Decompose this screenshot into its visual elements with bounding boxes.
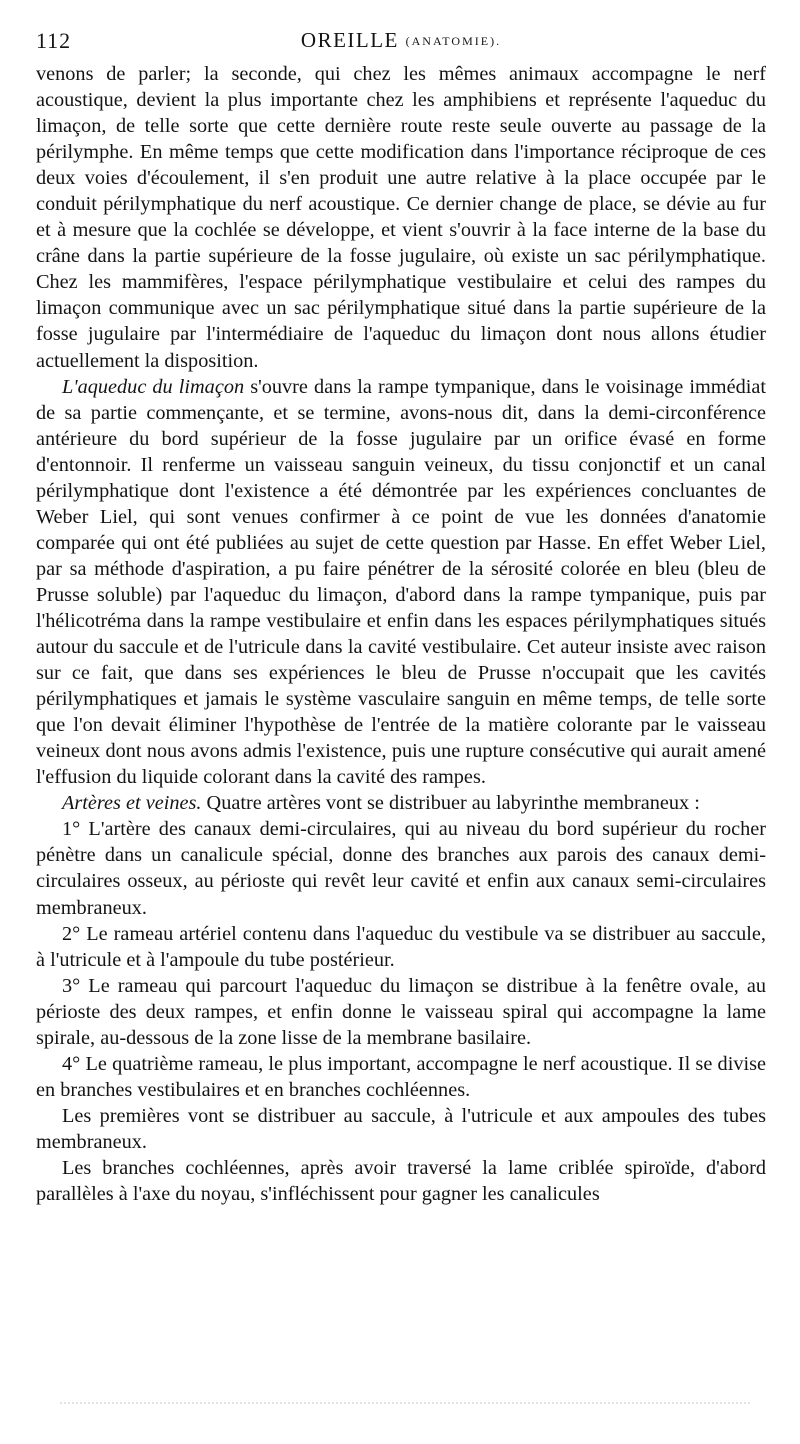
section-heading: Artères et veines.	[62, 792, 202, 815]
paragraph-text: Quatre artères vont se distribuer au labyrinthe membraneux :	[201, 792, 700, 815]
paragraph-lead: L'aqueduc du limaçon	[62, 375, 245, 398]
running-head-title: OREILLE	[300, 28, 399, 52]
paragraph	[36, 1155, 766, 1207]
paragraph-text: 4° Le quatrième rameau, le plus important, accompagne le nerf acoustique. Il se divise en branches vestibulaires et en branches cochléennes.	[36, 1052, 766, 1101]
list-item	[36, 973, 766, 1051]
paragraph-text: 3° Le rameau qui parcourt l'aqueduc du limaçon se distribue à la fenêtre ovale, au périoste des deux rampes, et enfin donne le vaisseau spiral qui accompagne la lame spirale, au-dessous de la zone lisse de la membrane basilaire.	[36, 974, 766, 1049]
paragraph-text: s'ouvre dans la rampe tympanique, dans le voisinage immédiat de sa partie commençante, et se termine, avons-nous dit, dans la demi-circonférence antérieure du bord supérieur de la fosse jugulaire par un orifice évasé en forme d'entonnoir. Il renferme un vaisseau sanguin veineux, du tissu conjonctif et un canal périlymphatique dont l'existence a été démontrée par les expériences concluantes de Weber Liel, qui sont venues confirmer à ce point de vue les données d'anatomie comparée qui ont été publiées au sujet de cette question par Hasse. En effet Weber Liel, par sa méthode d'aspiration, a pu faire pénétrer de la sérosité colorée en bleu (bleu de Prusse soluble) par l'aqueduc du limaçon, d'abord dans la rampe tympanique, puis par l'hélicotréma dans la rampe vestibulaire et enfin dans les espaces périlymphatiques situés autour du saccule et de l'utricule dans la cavité vestibulaire. Cet auteur insiste avec raison sur ce fait, que dans ses expériences le bleu de Prusse n'occupait que les cavités périlymphatiques et jamais le système vasculaire sanguin en même temps, de telle sorte que l'on devait éliminer l'hypothèse de l'entrée de la matière colorante par le vaisseau veineux dont nous avons admis l'existence, puis une rupture consécutive qui aurait amené l'effusion du liquide colorant dans la cavité des rampes.	[36, 375, 766, 789]
paragraph-text: Les branches cochléennes, après avoir traversé la lame criblée spiroïde, d'abord parallèles à l'axe du noyau, s'infléchissent pour gagner les canalicules	[36, 1156, 766, 1206]
page-header	[36, 28, 766, 58]
body-text	[36, 61, 766, 1207]
paragraph-text: 1° L'artère des canaux demi-circulaires, qui au niveau du bord supérieur du rocher pénètre dans un canalicule spécial, donne des branches aux parois des canaux demi-circulaires osseux, au périoste qui revêt leur cavité et enfin aux canaux semi-circulaires membraneux.	[36, 818, 766, 919]
page-number: 112	[36, 28, 72, 53]
paragraph-text: venons de parler; la seconde, qui chez les mêmes animaux accompagne le nerf acoustique, devient la plus importante chez les amphibiens et représente l'aqueduc du limaçon, de telle sorte que cette dernière route reste seule ouverte au passage de la périlymphe. En même temps que cette modification dans l'importance réciproque de ces deux voies d'écoulement, il s'en produit une autre relative à la place occupée par le conduit périlymphatique du nerf acoustique. Ce dernier change de place, se dévie au fur et à mesure que la cochlée se développe, et vient s'ouvrir à la face interne de la base du crâne dans la partie supérieure de la fosse jugulaire, où existe un sac périlymphatique. Chez les mammifères, l'espace périlymphatique vestibulaire et celui des rampes du limaçon communique avec un sac périlymphatique situé dans la partie supérieure de la fosse jugulaire par l'intermédiaire de l'aqueduc du limaçon dont nous allons étudier actuellement la disposition.	[36, 63, 766, 372]
running-head	[36, 28, 766, 53]
list-item	[36, 921, 766, 973]
list-item	[36, 1051, 766, 1103]
list-item	[36, 816, 766, 920]
running-head-subtitle: (ANATOMIE).	[405, 34, 502, 48]
paragraph-text: Les premières vont se distribuer au saccule, à l'utricule et aux ampoules des tubes membraneux.	[36, 1104, 766, 1153]
paragraph-text: 2° Le rameau artériel contenu dans l'aqueduc du vestibule va se distribuer au saccule, à l'utricule et à l'ampoule du tube postérieur.	[36, 922, 766, 971]
paragraph	[36, 790, 766, 816]
paragraph	[36, 1103, 766, 1155]
bleed-through-marks	[60, 1402, 750, 1414]
paragraph	[36, 374, 766, 791]
paragraph	[36, 61, 766, 374]
